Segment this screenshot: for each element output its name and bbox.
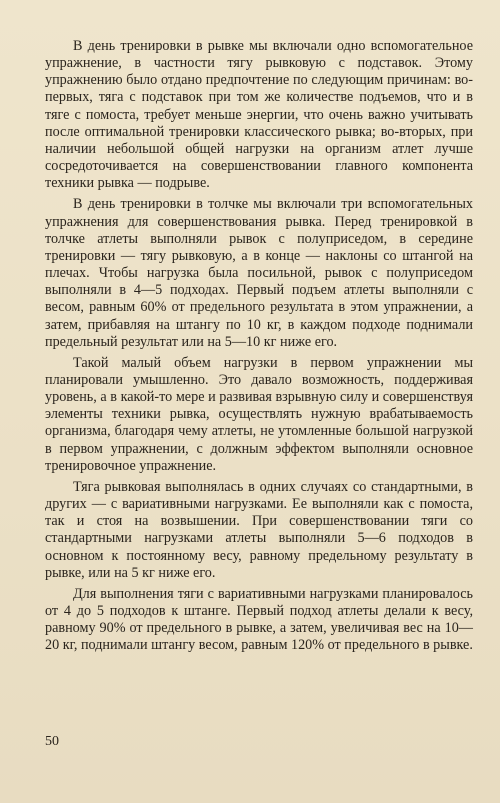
paragraph-3: Такой малый объем нагрузки в первом упражнении мы планировали умышленно. Это давало возможность, поддерживая уровень, а в какой-то мере и развивая взрывную силу и совершенствуя элементы техники рывка, осуществлять нужную врабатываемость организма, благодаря чему атлеты, не утомленные большой нагрузкой в первом упражнении, с должным эффектом выполняли основное тренировочное упражнение. [45, 354, 473, 474]
paragraph-5: Для выполнения тяги с вариативными нагрузками планировалось от 4 до 5 подходов к штанге. Первый подход атлеты делали к весу, равному 90% от предельного в рывке, а затем, увеличивая вес на 10—20 кг, поднимали штангу весом, равным 120% от предельного в рывке. [45, 585, 473, 654]
paragraph-1: В день тренировки в рывке мы включали одно вспомогательное упражнение, в частности тягу рывковую с подставок. Этому упражнению было отдано предпочтение по следующим причинам: во-первых, тяга с подставок при том же количестве подъемов, что и в тяге с помоста, требует меньше энергии, что очень важно учитывать после оптимальной тренировки классического рывка; во-вторых, при наличии небольшой общей нагрузки на организм атлет лучше сосредоточивается на совершенствовании главного компонента техники рывка — подрыве. [45, 38, 473, 192]
paragraph-4: Тяга рывковая выполнялась в одних случаях со стандартными, в других — с вариативными нагрузками. Ее выполняли как с помоста, так и стоя на возвышении. При совершенствовании тяги со стандартными нагрузками атлеты выполняли 5—6 подходов в основном к постоянному весу, равному предельному результату в рывке, или на 5 кг ниже его. [45, 478, 473, 581]
paragraph-2: В день тренировки в толчке мы включали три вспомогательных упражнения для совершенствования рывка. Перед тренировкой в толчке атлеты выполняли рывок с полуприседом, в середине тренировки — тягу рывковую, а в конце — наклоны со штангой на плечах. Чтобы нагрузка была посильной, рывок с полуприседом выполняли в 4—5 подходах. Первый подъем атлеты выполняли с весом, равным 60% от предельного результата в этом упражнении, а затем, прибавляя на штангу по 10 кг, в каждом подходе поднимали предельный результат или на 5—10 кг ниже его. [45, 196, 473, 350]
page-number: 50 [45, 734, 59, 749]
body-text [45, 38, 473, 658]
